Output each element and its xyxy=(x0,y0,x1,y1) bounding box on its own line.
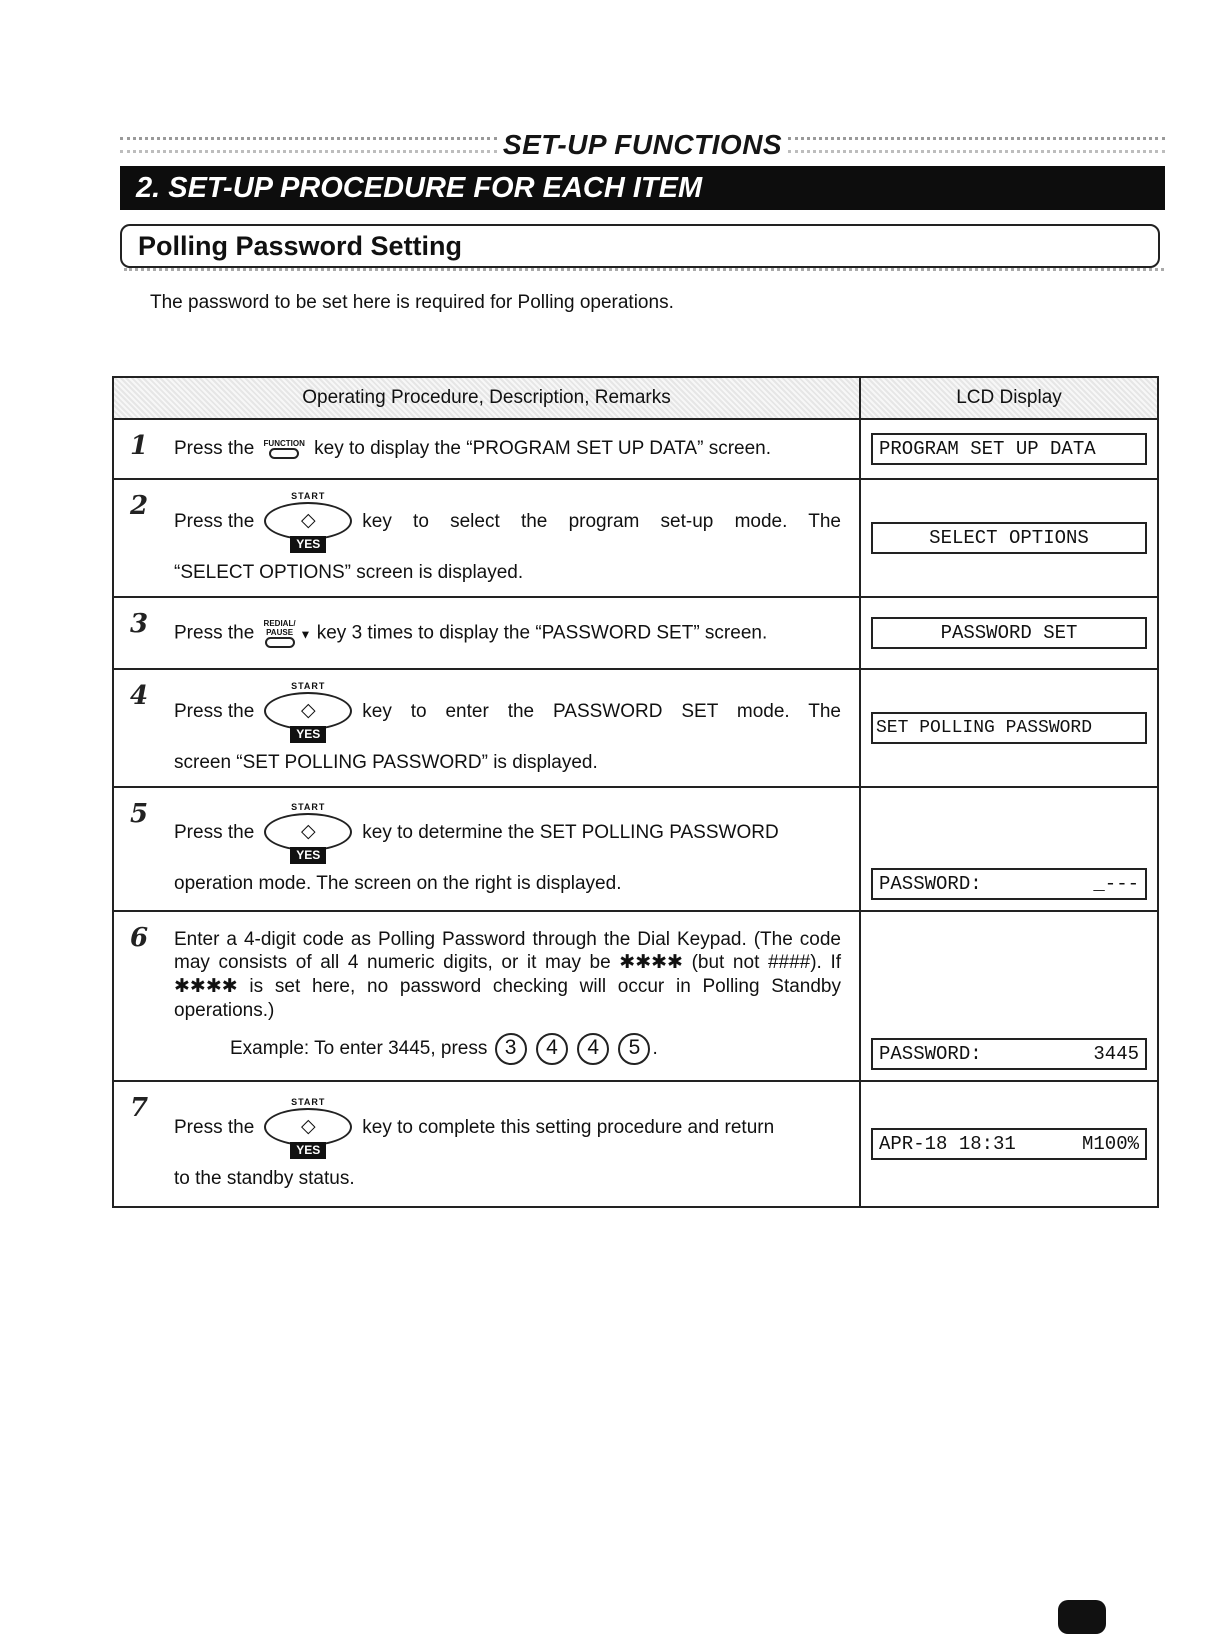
step-number: 3 xyxy=(130,609,149,639)
start-key-icon: START ◇ YES xyxy=(264,681,352,743)
table-row xyxy=(113,479,1158,597)
step-text: key to display the “PROGRAM SET UP DATA” screen. xyxy=(314,438,772,460)
step-7 xyxy=(113,1081,860,1207)
step-text: Press the xyxy=(174,822,255,844)
step-text-continued: operation mode. The screen on the right is displayed. xyxy=(174,873,622,895)
header-rule-left xyxy=(120,137,497,153)
running-header xyxy=(120,129,1165,160)
lcd-cell xyxy=(860,597,1158,669)
digit-key-5-icon: 5 xyxy=(618,1033,650,1065)
step-number: 1 xyxy=(130,431,149,461)
lcd-left-text: APR-18 18:31 xyxy=(879,1133,1016,1155)
digit-key-4-icon: 4 xyxy=(536,1033,568,1065)
lcd-display xyxy=(871,868,1147,900)
lcd-cell xyxy=(860,419,1158,479)
yes-key-label: YES xyxy=(290,726,326,743)
header-title: SET-UP FUNCTIONS xyxy=(502,129,783,160)
header-rule-right xyxy=(788,137,1165,153)
step-text: key to enter the PASSWORD SET mode. The xyxy=(362,701,841,723)
digit-key-3-icon: 3 xyxy=(495,1033,527,1065)
step-text: Press the xyxy=(174,511,255,533)
procedure-table xyxy=(112,376,1159,1208)
start-key-icon: START ◇ YES xyxy=(264,1097,352,1159)
column-header-procedure: Operating Procedure, Description, Remarks xyxy=(113,377,860,419)
step-2 xyxy=(113,479,860,597)
start-key-label: START xyxy=(291,681,326,691)
step-number: 4 xyxy=(130,681,149,711)
start-key-label: START xyxy=(291,802,326,812)
step-text: key to determine the SET POLLING PASSWORD xyxy=(362,822,779,844)
redial-key-label: REDIAL/ xyxy=(263,618,296,628)
lcd-right-text: M100% xyxy=(1081,1133,1139,1155)
step-text: Press the xyxy=(174,438,255,460)
step-text: Press the xyxy=(174,701,255,723)
lcd-cell xyxy=(860,1081,1158,1207)
step-text: key to complete this setting procedure and return xyxy=(362,1117,775,1139)
start-key-icon: START ◇ YES xyxy=(264,802,352,864)
step-6 xyxy=(113,911,860,1081)
lcd-left-text: PASSWORD: xyxy=(879,873,982,895)
step-number: 5 xyxy=(130,799,149,829)
step-number: 2 xyxy=(130,491,149,521)
start-key-label: START xyxy=(291,1097,326,1107)
step-text-continued: screen “SET POLLING PASSWORD” is displayed. xyxy=(174,752,598,774)
digit-key-4-icon: 4 xyxy=(577,1033,609,1065)
step-3: 3 Press the REDIAL/ PAUSE ▼ key 3 times to display the “PASSWORD SET” screen. xyxy=(113,597,860,669)
table-row xyxy=(113,597,1158,669)
table-header-row xyxy=(113,377,1158,419)
table-row xyxy=(113,1081,1158,1207)
step-number: 7 xyxy=(130,1093,149,1123)
example-text: Example: To enter 3445, press xyxy=(230,1037,488,1059)
page-number-tab xyxy=(1058,1600,1106,1634)
step-text: Press the xyxy=(174,1117,255,1139)
step-text: key 3 times to display the “PASSWORD SET” screen. xyxy=(316,622,768,644)
lcd-display xyxy=(871,1128,1147,1160)
function-key-label: FUNCTION xyxy=(263,439,305,449)
step-1 xyxy=(113,419,860,479)
section-title: 2. SET-UP PROCEDURE FOR EACH ITEM xyxy=(120,166,1165,210)
lcd-right-text: 3445 xyxy=(1093,1043,1139,1065)
yes-key-label: YES xyxy=(290,1142,326,1159)
column-header-lcd: LCD Display xyxy=(860,377,1158,419)
table-row xyxy=(113,419,1158,479)
lcd-cell xyxy=(860,911,1158,1081)
example-line: Example: To enter 3445, press 3 4 4 5 . xyxy=(174,1033,841,1065)
table-row xyxy=(113,911,1158,1081)
step-4 xyxy=(113,669,860,787)
lcd-cell xyxy=(860,669,1158,787)
subsection-title: Polling Password Setting xyxy=(120,224,1160,268)
table-row xyxy=(113,669,1158,787)
step-5 xyxy=(113,787,860,911)
lcd-display: SELECT OPTIONS xyxy=(871,522,1147,554)
step-text: key to select the program set-up mode. The xyxy=(362,511,841,533)
step-text: Enter a 4-digit code as Polling Password through the Dial Keypad. (The code may consists of all 4 numeric digits, or it may be ✱✱✱✱ (but not ####). If ✱✱✱✱ is set here, no password checking will occur in Polling Standby operations.) xyxy=(174,928,841,1021)
step-number: 6 xyxy=(130,923,149,953)
lcd-display: PASSWORD SET xyxy=(871,617,1147,649)
yes-key-label: YES xyxy=(290,847,326,864)
lcd-right-text: _--- xyxy=(1093,873,1139,895)
lcd-display xyxy=(871,1038,1147,1070)
intro-text: The password to be set here is required for Polling operations. xyxy=(150,292,674,313)
pause-key-label: PAUSE xyxy=(266,627,294,637)
table-row xyxy=(113,787,1158,911)
yes-key-label: YES xyxy=(290,536,326,553)
lcd-display: PROGRAM SET UP DATA xyxy=(871,433,1147,465)
step-text-continued: to the standby status. xyxy=(174,1168,355,1190)
function-key-icon xyxy=(264,439,305,459)
step-text-continued: “SELECT OPTIONS” screen is displayed. xyxy=(174,562,524,584)
subsection-shadow xyxy=(124,268,1164,276)
lcd-cell xyxy=(860,479,1158,597)
lcd-display: SET POLLING PASSWORD xyxy=(871,712,1147,744)
start-key-icon: START ◇ YES xyxy=(264,491,352,553)
lcd-cell xyxy=(860,787,1158,911)
step-text: Press the xyxy=(174,622,255,644)
lcd-left-text: PASSWORD: xyxy=(879,1043,982,1065)
redial-pause-key-icon xyxy=(264,619,296,648)
start-key-label: START xyxy=(291,491,326,501)
